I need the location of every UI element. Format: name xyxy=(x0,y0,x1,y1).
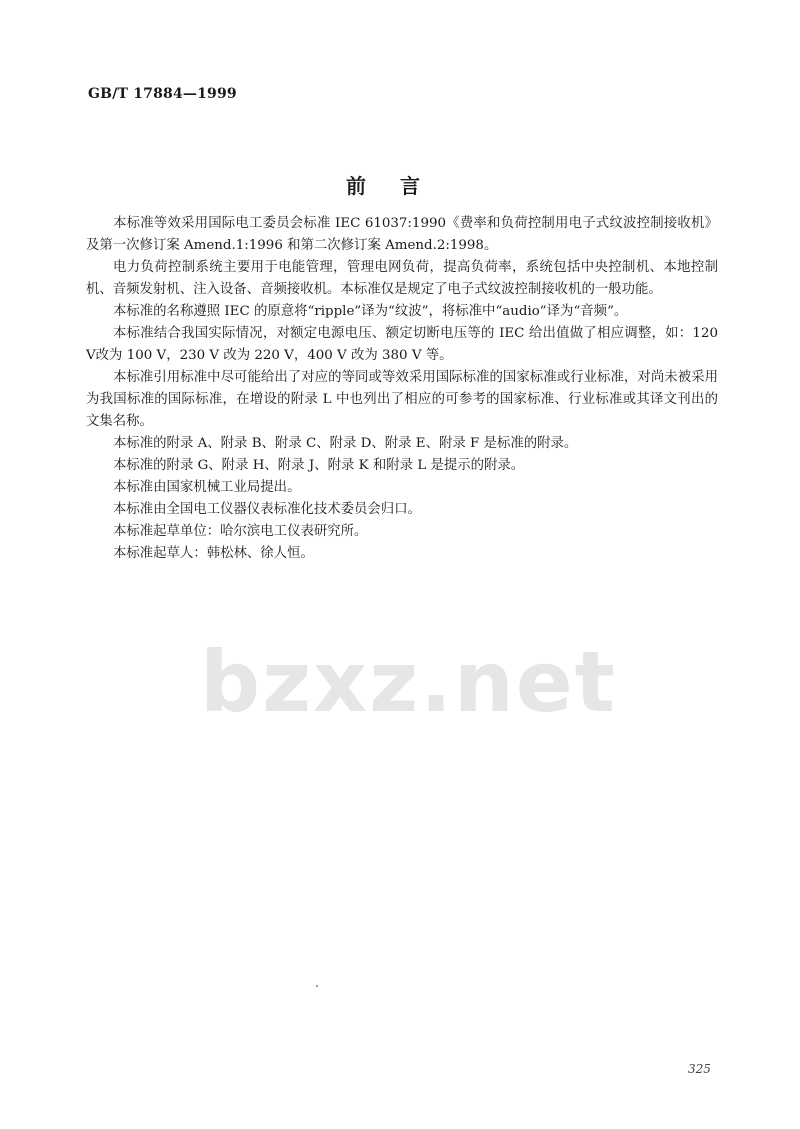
standard-number: GB/T 17884—1999 xyxy=(88,86,237,102)
paragraph: 本标准引用标准中尽可能给出了对应的等同或等效采用国际标准的国家标准或行业标准，对尚未被采用为我国标准的国际标准，在增设的附录 L 中也列出了相应的可参考的国家标准、行业标准或其译文刊出的文集名称。 xyxy=(86,370,718,429)
foreword-body xyxy=(86,213,718,565)
page-number: 325 xyxy=(688,1062,711,1076)
paragraph: 本标准的名称遵照 IEC 的原意将“ripple”译为“纹波”，将标准中“audio”译为“音频”。 xyxy=(113,304,628,319)
scan-speck xyxy=(316,985,318,987)
paragraph: 本标准的附录 A、附录 B、附录 C、附录 D、附录 E、附录 F 是标准的附录。 xyxy=(113,436,578,451)
paragraph: 本标准由国家机械工业局提出。 xyxy=(113,480,301,495)
watermark: bzxz.net xyxy=(200,633,617,731)
paragraph: 本标准起草人：韩松林、徐人恒。 xyxy=(113,546,314,561)
paragraph: 电力负荷控制系统主要用于电能管理，管理电网负荷，提高负荷率，系统包括中央控制机、本地控制机、音频发射机、注入设备、音频接收机。本标准仅是规定了电子式纹波控制接收机的一般功能。 xyxy=(86,260,718,297)
paragraph: 本标准等效采用国际电工委员会标准 IEC 61037:1990《费率和负荷控制用电子式纹波控制接收机》及第一次修订案 Amend.1:1996 和第二次修订案 Amend.2:1998。 xyxy=(86,216,718,253)
paragraph: 本标准结合我国实际情况，对额定电源电压、额定切断电压等的 IEC 给出值做了相应调整，如：120 V改为 100 V，230 V 改为 220 V，400 V 改为 380 V 等。 xyxy=(86,326,718,363)
paragraph: 本标准的附录 G、附录 H、附录 J、附录 K 和附录 L 是提示的附录。 xyxy=(113,458,525,473)
paragraph: 本标准起草单位：哈尔滨电工仪表研究所。 xyxy=(113,524,368,539)
paragraph: 本标准由全国电工仪器仪表标准化技术委员会归口。 xyxy=(113,502,421,517)
page-title: 前言 xyxy=(346,174,454,198)
